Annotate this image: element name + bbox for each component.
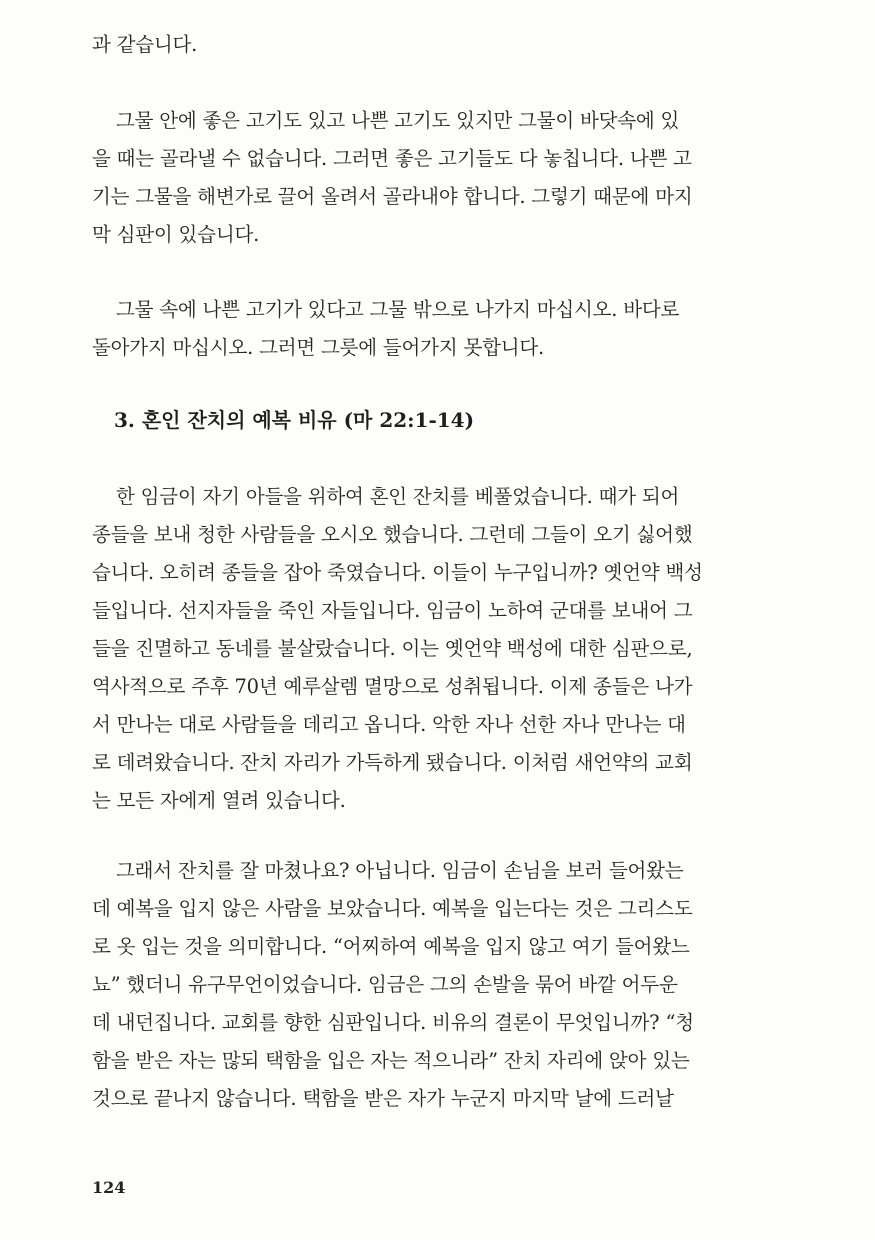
text-line: 로 데려왔습니다. 잔치 자리가 가득하게 됐습니다. 이처럼 새언약의 교회 [92,751,693,774]
paragraph-do-not-leave [92,291,726,367]
text-line: 한 임금이 자기 아들을 위하여 혼인 잔치를 베풀었습니다. 때가 되어 [116,485,680,508]
text-line: 뇨” 했더니 유구무언이었습니다. 임금은 그의 손발을 묶어 바깥 어두운 [92,973,678,996]
text-line: 것으로 끝나지 않습니다. 택함을 받은 자가 누군지 마지막 날에 드러날 [92,1087,674,1110]
section-heading: 3. 혼인 잔치의 예복 비유 (마 22:1-14) [114,408,475,432]
text-line: 함을 받은 자는 많되 택함을 입은 자는 적으니라” 잔치 자리에 앉아 있는 [92,1049,690,1072]
text-line: 들을 진멸하고 동네를 불살랐습니다. 이는 옛언약 백성에 대한 심판으로, [92,637,693,660]
text-line: 데 예복을 입지 않은 사람을 보았습니다. 예복을 입는다는 것은 그리스도 [92,897,693,920]
text-line: 돌아가지 마십시오. 그러면 그릇에 들어가지 못합니다. [92,336,545,359]
text-line: 들입니다. 선지자들을 죽인 자들입니다. 임금이 노하여 군대를 보내어 그 [92,599,693,622]
text-line: 로 옷 입는 것을 의미합니다. “어찌하여 예복을 입지 않고 여기 들어왔느 [92,935,690,958]
text-line: 을 때는 골라낼 수 없습니다. 그러면 좋은 고기들도 다 놓칩니다. 나쁜 고 [92,147,692,170]
text-line: 역사적으로 주후 70년 예루살렘 멸망으로 성취됩니다. 이제 종들은 나가 [92,675,693,698]
text-line: 서 만나는 대로 사람들을 데리고 옵니다. 악한 자나 선한 자나 만나는 대 [92,713,686,736]
text-line: 그물 안에 좋은 고기도 있고 나쁜 고기도 있지만 그물이 바닷속에 있 [116,109,680,132]
text-line: 과 같습니다. [92,33,198,56]
paragraph-wedding-garment [92,852,726,1118]
text-line: 데 내던집니다. 교회를 향한 심판입니다. 비유의 결론이 무엇입니까? “청 [92,1011,694,1034]
page-number: 124 [92,1178,126,1197]
paragraph-net-fish [92,102,726,254]
text-line: 종들을 보내 청한 사람들을 오시오 했습니다. 그런데 그들이 오기 싫어했 [92,523,693,546]
paragraph-wedding-feast [92,478,726,820]
text-line: 기는 그물을 해변가로 끌어 올려서 골라내야 합니다. 그렇기 때문에 마지 [92,185,693,208]
text-line: 그물 속에 나쁜 고기가 있다고 그물 밖으로 나가지 마십시오. 바다로 [116,298,680,321]
text-line: 그래서 잔치를 잘 마쳤나요? 아닙니다. 임금이 손님을 보러 들어왔는 [116,859,684,882]
text-line: 습니다. 오히려 종들을 잡아 죽였습니다. 이들이 누구입니까? 옛언약 백성 [92,561,703,584]
paragraph-continuation [92,26,726,64]
text-line: 막 심판이 있습니다. [92,223,260,246]
text-line: 는 모든 자에게 열려 있습니다. [92,789,346,812]
